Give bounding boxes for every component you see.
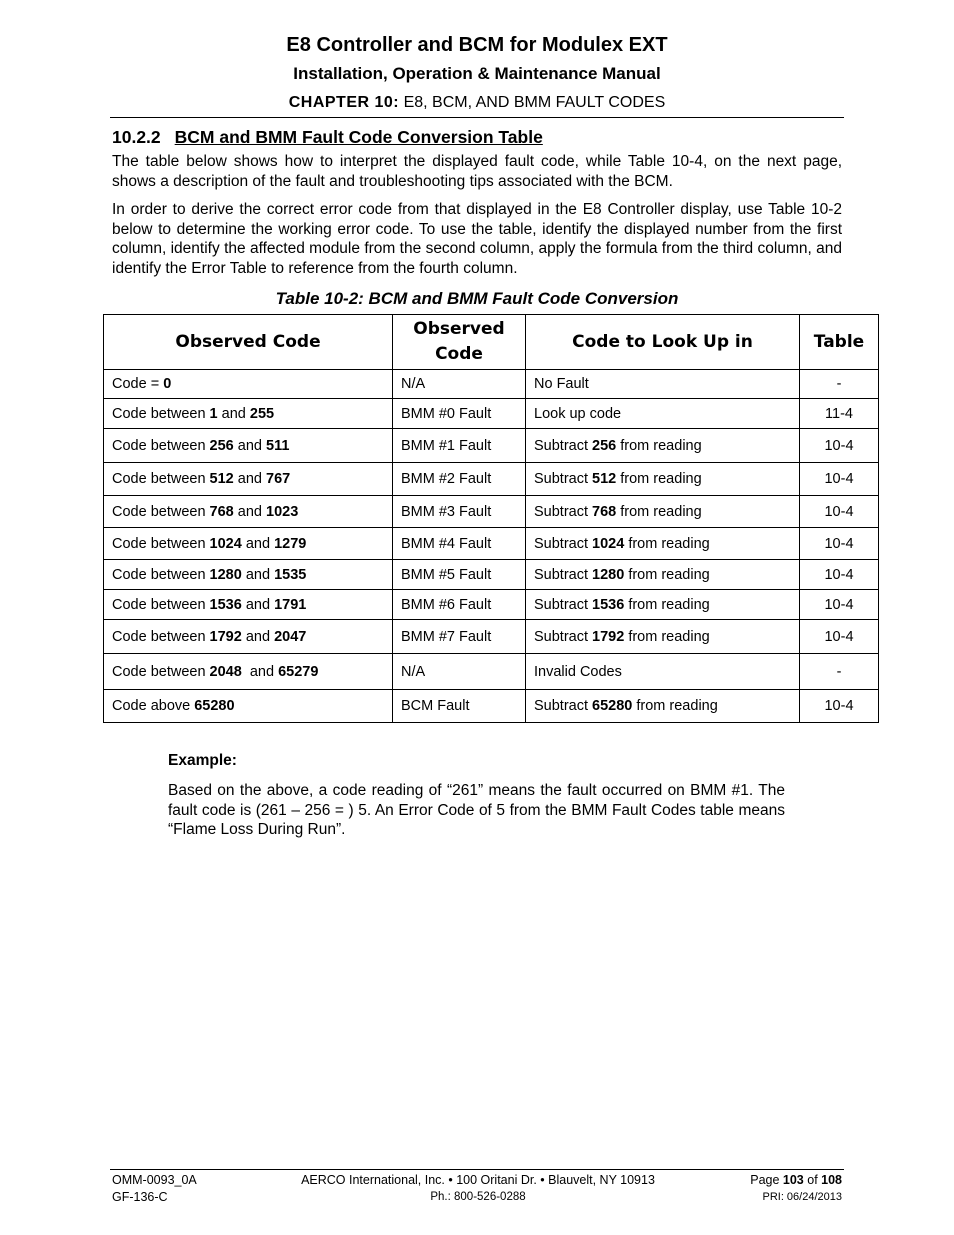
table-ref-cell: 10-4: [800, 463, 879, 496]
module-cell: BMM #4 Fault: [393, 528, 526, 560]
table-ref-cell: 10-4: [800, 620, 879, 654]
example-paragraph: Based on the above, a code reading of “261” means the fault occurred on BMM #1. The fault code is (261 – 256 = ) 5. An Error Code of 5 from the BMM Fault Codes table means “Flame Loss During Run”.: [168, 782, 785, 839]
chapter-title: E8, BCM, AND BMM FAULT CODES: [403, 94, 666, 111]
code-joiner: and: [241, 596, 275, 613]
code-prefix: Code between: [112, 503, 210, 520]
table-ref-cell: -: [800, 654, 879, 690]
observed-code-cell: [104, 399, 393, 429]
footer-divider: [110, 1169, 844, 1170]
lookup-suffix: from reading: [632, 698, 718, 714]
module-cell: N/A: [393, 370, 526, 399]
chapter-heading: [0, 94, 954, 112]
page-total: 108: [821, 1173, 842, 1187]
table-row: [104, 429, 879, 463]
lookup-number: 1280: [592, 566, 625, 583]
lookup-prefix: Subtract: [534, 437, 593, 454]
code-end: 511: [266, 437, 290, 454]
column-header-observed-code: Observed Code: [104, 315, 393, 370]
lookup-suffix: from reading: [624, 628, 710, 645]
pri-date: PRI: 06/24/2013: [762, 1191, 842, 1203]
lookup-cell: [526, 690, 800, 723]
company-address: AERCO International, Inc. • 100 Oritani Dr. • Blauvelt, NY 10913: [301, 1173, 655, 1187]
column-header-table: Table: [800, 315, 879, 370]
code-joiner: and: [233, 437, 266, 454]
column-header-module: Observed Code: [393, 315, 526, 370]
table-ref-cell: 10-4: [800, 429, 879, 463]
lookup-number: 1792: [592, 628, 625, 645]
table-header-row: [104, 315, 879, 370]
page-of: of: [803, 1173, 822, 1187]
code-end: 767: [266, 471, 291, 487]
lookup-cell: [526, 654, 800, 690]
observed-code-cell: [104, 620, 393, 654]
table-row: [104, 654, 879, 690]
code-prefix: Code between: [112, 437, 210, 454]
code-joiner: and: [233, 471, 266, 487]
lookup-cell: [526, 370, 800, 399]
code-joiner: and: [233, 503, 266, 520]
table-row: [104, 690, 879, 723]
code-end: 1535: [274, 566, 307, 583]
lookup-prefix: Subtract: [534, 503, 593, 520]
observed-code-cell: [104, 370, 393, 399]
table-body: [104, 370, 879, 723]
observed-code-cell: [104, 463, 393, 496]
lookup-number: 1536: [592, 596, 625, 613]
code-start: 0: [163, 376, 172, 392]
table-ref-cell: 11-4: [800, 399, 879, 429]
lookup-prefix: Subtract: [534, 698, 593, 714]
lookup-prefix: No Fault: [534, 376, 589, 392]
code-joiner: and: [217, 405, 250, 422]
code-end: 1023: [266, 503, 299, 520]
observed-code-cell: [104, 654, 393, 690]
observed-code-cell: [104, 560, 393, 590]
code-start: 65280: [194, 698, 235, 714]
code-start: 1280: [209, 566, 242, 583]
fault-code-conversion-table: [103, 314, 879, 723]
module-cell: BMM #7 Fault: [393, 620, 526, 654]
lookup-cell: [526, 590, 800, 620]
table-ref-cell: 10-4: [800, 528, 879, 560]
module-cell: BMM #6 Fault: [393, 590, 526, 620]
code-end: 2047: [274, 628, 307, 645]
page-prefix: Page: [750, 1173, 783, 1187]
section-title: BCM and BMM Fault Code Conversion Table: [174, 127, 543, 147]
lookup-suffix: from reading: [624, 535, 710, 552]
lookup-cell: [526, 528, 800, 560]
module-cell: BCM Fault: [393, 690, 526, 723]
table-row: [104, 590, 879, 620]
lookup-prefix: Invalid Codes: [534, 663, 622, 680]
intro-paragraph: The table below shows how to interpret the displayed fault code, while Table 10-4, on the next page, shows a description of the fault and troubleshooting tips associated with the BCM.: [112, 153, 842, 190]
document-subtitle: Installation, Operation & Maintenance Manual: [293, 64, 661, 83]
chapter-label: CHAPTER 10:: [288, 94, 400, 111]
code-prefix: Code between: [112, 663, 210, 680]
column-header-code-to-look-up: Code to Look Up in: [526, 315, 800, 370]
table-ref-cell: 10-4: [800, 590, 879, 620]
code-prefix: Code between: [112, 628, 210, 645]
form-number: GF-136-C: [112, 1190, 168, 1204]
table-ref-cell: -: [800, 370, 879, 399]
observed-code-cell: [104, 496, 393, 528]
code-start: 256: [209, 437, 234, 454]
code-end: 255: [249, 405, 275, 422]
lookup-prefix: Subtract: [534, 566, 593, 583]
page-number: [750, 1172, 842, 1189]
lookup-cell: [526, 496, 800, 528]
table-row: [104, 463, 879, 496]
observed-code-cell: [104, 690, 393, 723]
lookup-suffix: from reading: [616, 503, 702, 520]
code-start: 1792: [209, 628, 242, 645]
code-prefix: Code between: [112, 596, 210, 613]
table-row: [104, 528, 879, 560]
document-title: E8 Controller and BCM for Modulex EXT: [286, 34, 668, 56]
table-row: [104, 496, 879, 528]
lookup-suffix: from reading: [616, 471, 702, 487]
observed-code-cell: [104, 528, 393, 560]
doc-number: OMM-0093_0A: [112, 1173, 197, 1187]
footer-left: [112, 1172, 197, 1206]
code-start: 1024: [209, 535, 242, 552]
module-cell: BMM #5 Fault: [393, 560, 526, 590]
lookup-number: 768: [592, 503, 617, 520]
table-row: [104, 399, 879, 429]
code-prefix: Code =: [112, 376, 164, 392]
code-prefix: Code between: [112, 535, 210, 552]
lookup-prefix: Subtract: [534, 596, 593, 613]
module-cell: BMM #1 Fault: [393, 429, 526, 463]
code-start: 1536: [209, 596, 242, 613]
page-current: 103: [782, 1173, 804, 1187]
module-cell: BMM #3 Fault: [393, 496, 526, 528]
table-ref-cell: 10-4: [800, 496, 879, 528]
lookup-suffix: from reading: [624, 566, 710, 583]
lookup-number: 1024: [592, 535, 625, 552]
code-end: 65279: [278, 663, 319, 680]
lookup-cell: [526, 620, 800, 654]
header-divider: [110, 117, 844, 118]
lookup-cell: [526, 463, 800, 496]
instructions-paragraph: In order to derive the correct error code from that displayed in the E8 Controller display, use Table 10-2 below to determine the working error code. To use the table, identify the displayed number from the first column, identify the affected module from the second column, apply the formula from the third column, and identify the Error Table to reference from the fourth column.: [112, 201, 842, 278]
code-joiner: and: [241, 566, 275, 583]
example-heading: Example:: [168, 752, 237, 769]
lookup-prefix: Subtract: [534, 471, 593, 487]
lookup-cell: [526, 399, 800, 429]
lookup-prefix: Subtract: [534, 628, 593, 645]
lookup-number: 512: [592, 471, 617, 487]
code-joiner: and: [241, 535, 275, 552]
lookup-prefix: Subtract: [534, 535, 593, 552]
company-phone: Ph.: 800-526-0288: [430, 1191, 526, 1203]
table-row: [104, 620, 879, 654]
code-prefix: Code between: [112, 405, 210, 422]
code-prefix: Code between: [112, 566, 210, 583]
code-joiner: and: [241, 663, 279, 680]
lookup-suffix: from reading: [616, 437, 702, 454]
section-number: 10.2.2: [112, 127, 161, 147]
table-ref-cell: 10-4: [800, 690, 879, 723]
lookup-number: 256: [592, 437, 617, 454]
footer-center: [250, 1172, 706, 1206]
lookup-cell: [526, 560, 800, 590]
table-row: [104, 370, 879, 399]
observed-code-cell: [104, 429, 393, 463]
module-cell: BMM #0 Fault: [393, 399, 526, 429]
module-cell: BMM #2 Fault: [393, 463, 526, 496]
lookup-suffix: from reading: [624, 596, 710, 613]
lookup-cell: [526, 429, 800, 463]
code-start: 1: [209, 405, 218, 422]
section-heading: [112, 127, 543, 148]
table-caption: Table 10-2: BCM and BMM Fault Code Conversion: [275, 289, 679, 308]
module-cell: N/A: [393, 654, 526, 690]
code-prefix: Code between: [112, 471, 210, 487]
code-start: 768: [209, 503, 234, 520]
table-ref-cell: 10-4: [800, 560, 879, 590]
code-joiner: and: [241, 628, 275, 645]
footer-right: [750, 1172, 842, 1206]
code-end: 1279: [274, 535, 307, 552]
code-start: 2048: [209, 663, 242, 680]
code-prefix: Code above: [112, 698, 195, 714]
lookup-number: 65280: [592, 698, 633, 714]
observed-code-cell: [104, 590, 393, 620]
table-row: [104, 560, 879, 590]
lookup-prefix: Look up code: [534, 405, 622, 422]
code-end: 1791: [274, 596, 307, 613]
code-start: 512: [209, 471, 234, 487]
